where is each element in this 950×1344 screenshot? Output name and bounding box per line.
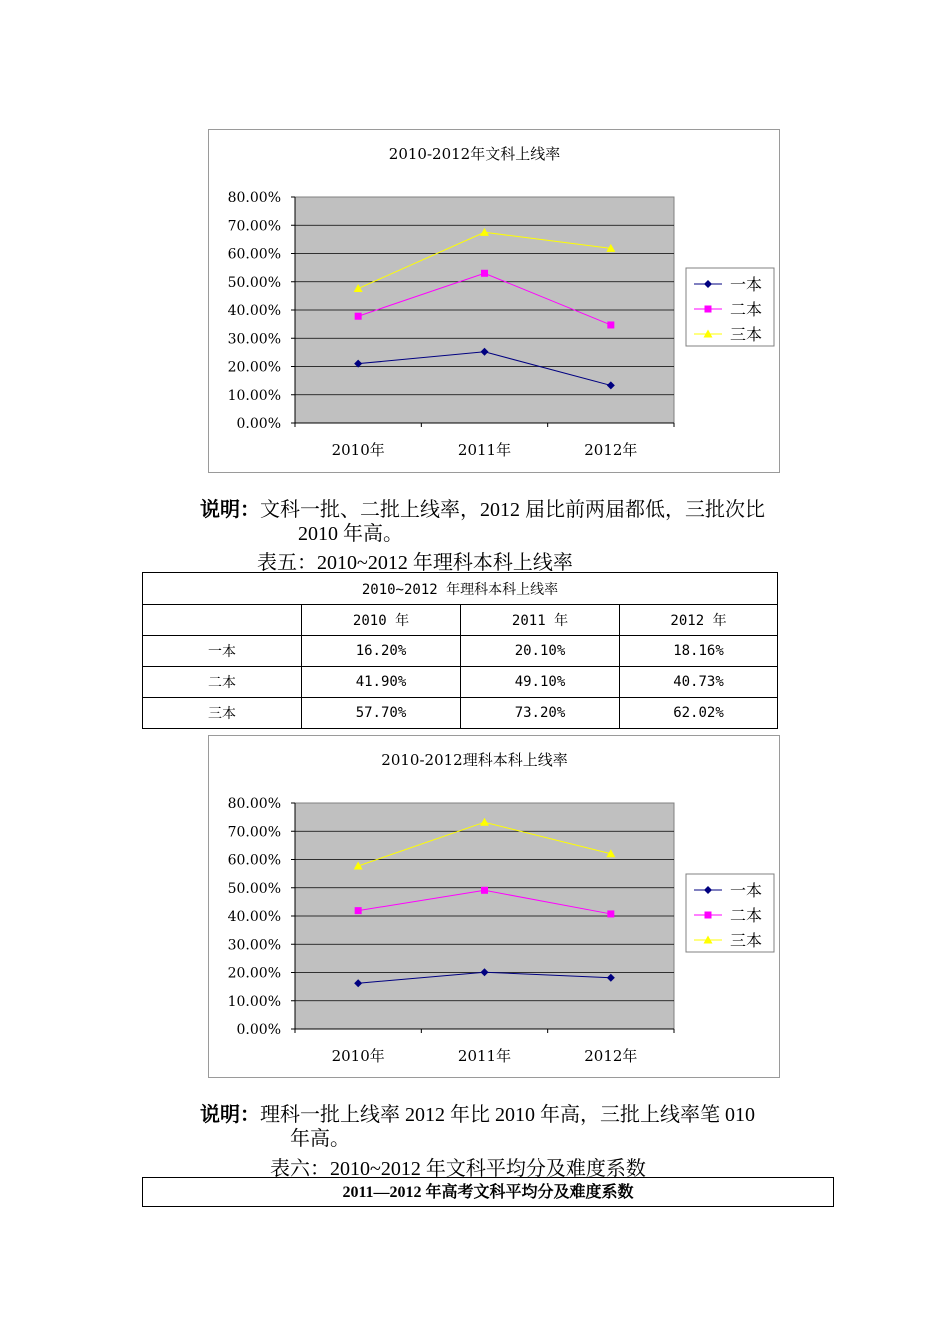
data-point [481, 887, 488, 894]
y-tick-label: 30.00% [227, 937, 281, 954]
note-text-cont: 2010 年高。 [298, 523, 403, 545]
y-tick-label: 60.00% [227, 246, 281, 263]
y-tick-label: 10.00% [227, 387, 281, 404]
y-tick-label: 80.00% [227, 796, 281, 812]
table5 [142, 572, 778, 729]
table-cell: 62.02% [620, 698, 778, 729]
table6-title: 2011—2012 年高考文科平均分及难度系数 [142, 1177, 834, 1207]
y-tick-label: 70.00% [227, 218, 281, 235]
data-point [355, 907, 362, 914]
table-cell: 40.73% [620, 667, 778, 698]
note-text-cont: 年高。 [290, 1128, 350, 1150]
y-tick-label: 50.00% [227, 274, 281, 291]
legend-label: 二本 [730, 906, 763, 925]
y-tick-label: 0.00% [236, 1022, 281, 1038]
note-science [200, 1103, 755, 1151]
table5-header-cell: 2010 年 [302, 605, 461, 636]
legend-marker [705, 912, 712, 919]
y-tick-label: 0.00% [236, 416, 281, 432]
legend-label: 二本 [730, 300, 763, 319]
table-cell: 57.70% [302, 698, 461, 729]
table5-caption: 表五：2010~2012 年理科本科上线率 [257, 552, 573, 574]
y-tick-label: 40.00% [227, 303, 281, 319]
table5-header-cell: 2012 年 [620, 605, 778, 636]
legend-marker [705, 306, 712, 313]
chart-liberal-arts-svg [209, 130, 779, 472]
x-tick-label: 2012年 [584, 1047, 638, 1065]
y-tick-label: 80.00% [227, 190, 281, 206]
y-tick-label: 30.00% [227, 331, 281, 348]
table-row [143, 667, 778, 698]
table-cell: 三本 [143, 698, 302, 729]
data-point [481, 270, 488, 277]
table-cell: 18.16% [620, 636, 778, 667]
table-cell: 49.10% [461, 667, 620, 698]
table-row [143, 698, 778, 729]
x-tick-label: 2011年 [457, 1047, 512, 1065]
x-tick-label: 2010年 [331, 1047, 385, 1065]
note-label: 说明： [200, 499, 260, 521]
y-tick-label: 10.00% [227, 993, 281, 1010]
table5-header-cell [143, 605, 302, 636]
table-cell: 73.20% [461, 698, 620, 729]
table-cell: 一本 [143, 636, 302, 667]
x-tick-label: 2010年 [331, 441, 385, 459]
x-tick-label: 2012年 [584, 441, 638, 459]
legend-label: 一本 [730, 275, 763, 294]
table-cell: 20.10% [461, 636, 620, 667]
y-tick-label: 70.00% [227, 824, 281, 841]
legend-label: 三本 [730, 325, 763, 344]
legend-label: 一本 [730, 881, 763, 900]
y-tick-label: 40.00% [227, 909, 281, 925]
chart-liberal-arts-rate [208, 129, 780, 473]
table6-caption: 表六：2010~2012 年文科平均分及难度系数 [270, 1158, 646, 1180]
note-text: 文科一批、二批上线率，2012 届比前两届都低，三批次比 [260, 499, 765, 521]
table-cell: 16.20% [302, 636, 461, 667]
legend-label: 三本 [730, 931, 763, 950]
y-tick-label: 20.00% [227, 359, 281, 376]
data-point [607, 910, 614, 917]
note-liberal-arts [200, 498, 765, 546]
x-tick-label: 2011年 [457, 441, 512, 459]
chart-title: 2010-2012年文科上线率 [388, 145, 561, 163]
note-text: 理科一批上线率 2012 年比 2010 年高，三批上线率笔 010 [260, 1104, 755, 1126]
y-tick-label: 60.00% [227, 852, 281, 869]
chart-science-svg [209, 736, 779, 1077]
chart-science-rate [208, 735, 780, 1078]
data-point [355, 313, 362, 320]
table5-header-cell: 2011 年 [461, 605, 620, 636]
table-cell: 41.90% [302, 667, 461, 698]
chart-title: 2010-2012理科本科上线率 [381, 751, 568, 769]
data-point [607, 321, 614, 328]
note-label: 说明： [200, 1104, 260, 1126]
y-tick-label: 20.00% [227, 965, 281, 982]
table5-title: 2010~2012 年理科本科上线率 [143, 573, 778, 605]
y-tick-label: 50.00% [227, 880, 281, 897]
table-cell: 二本 [143, 667, 302, 698]
table-row [143, 636, 778, 667]
